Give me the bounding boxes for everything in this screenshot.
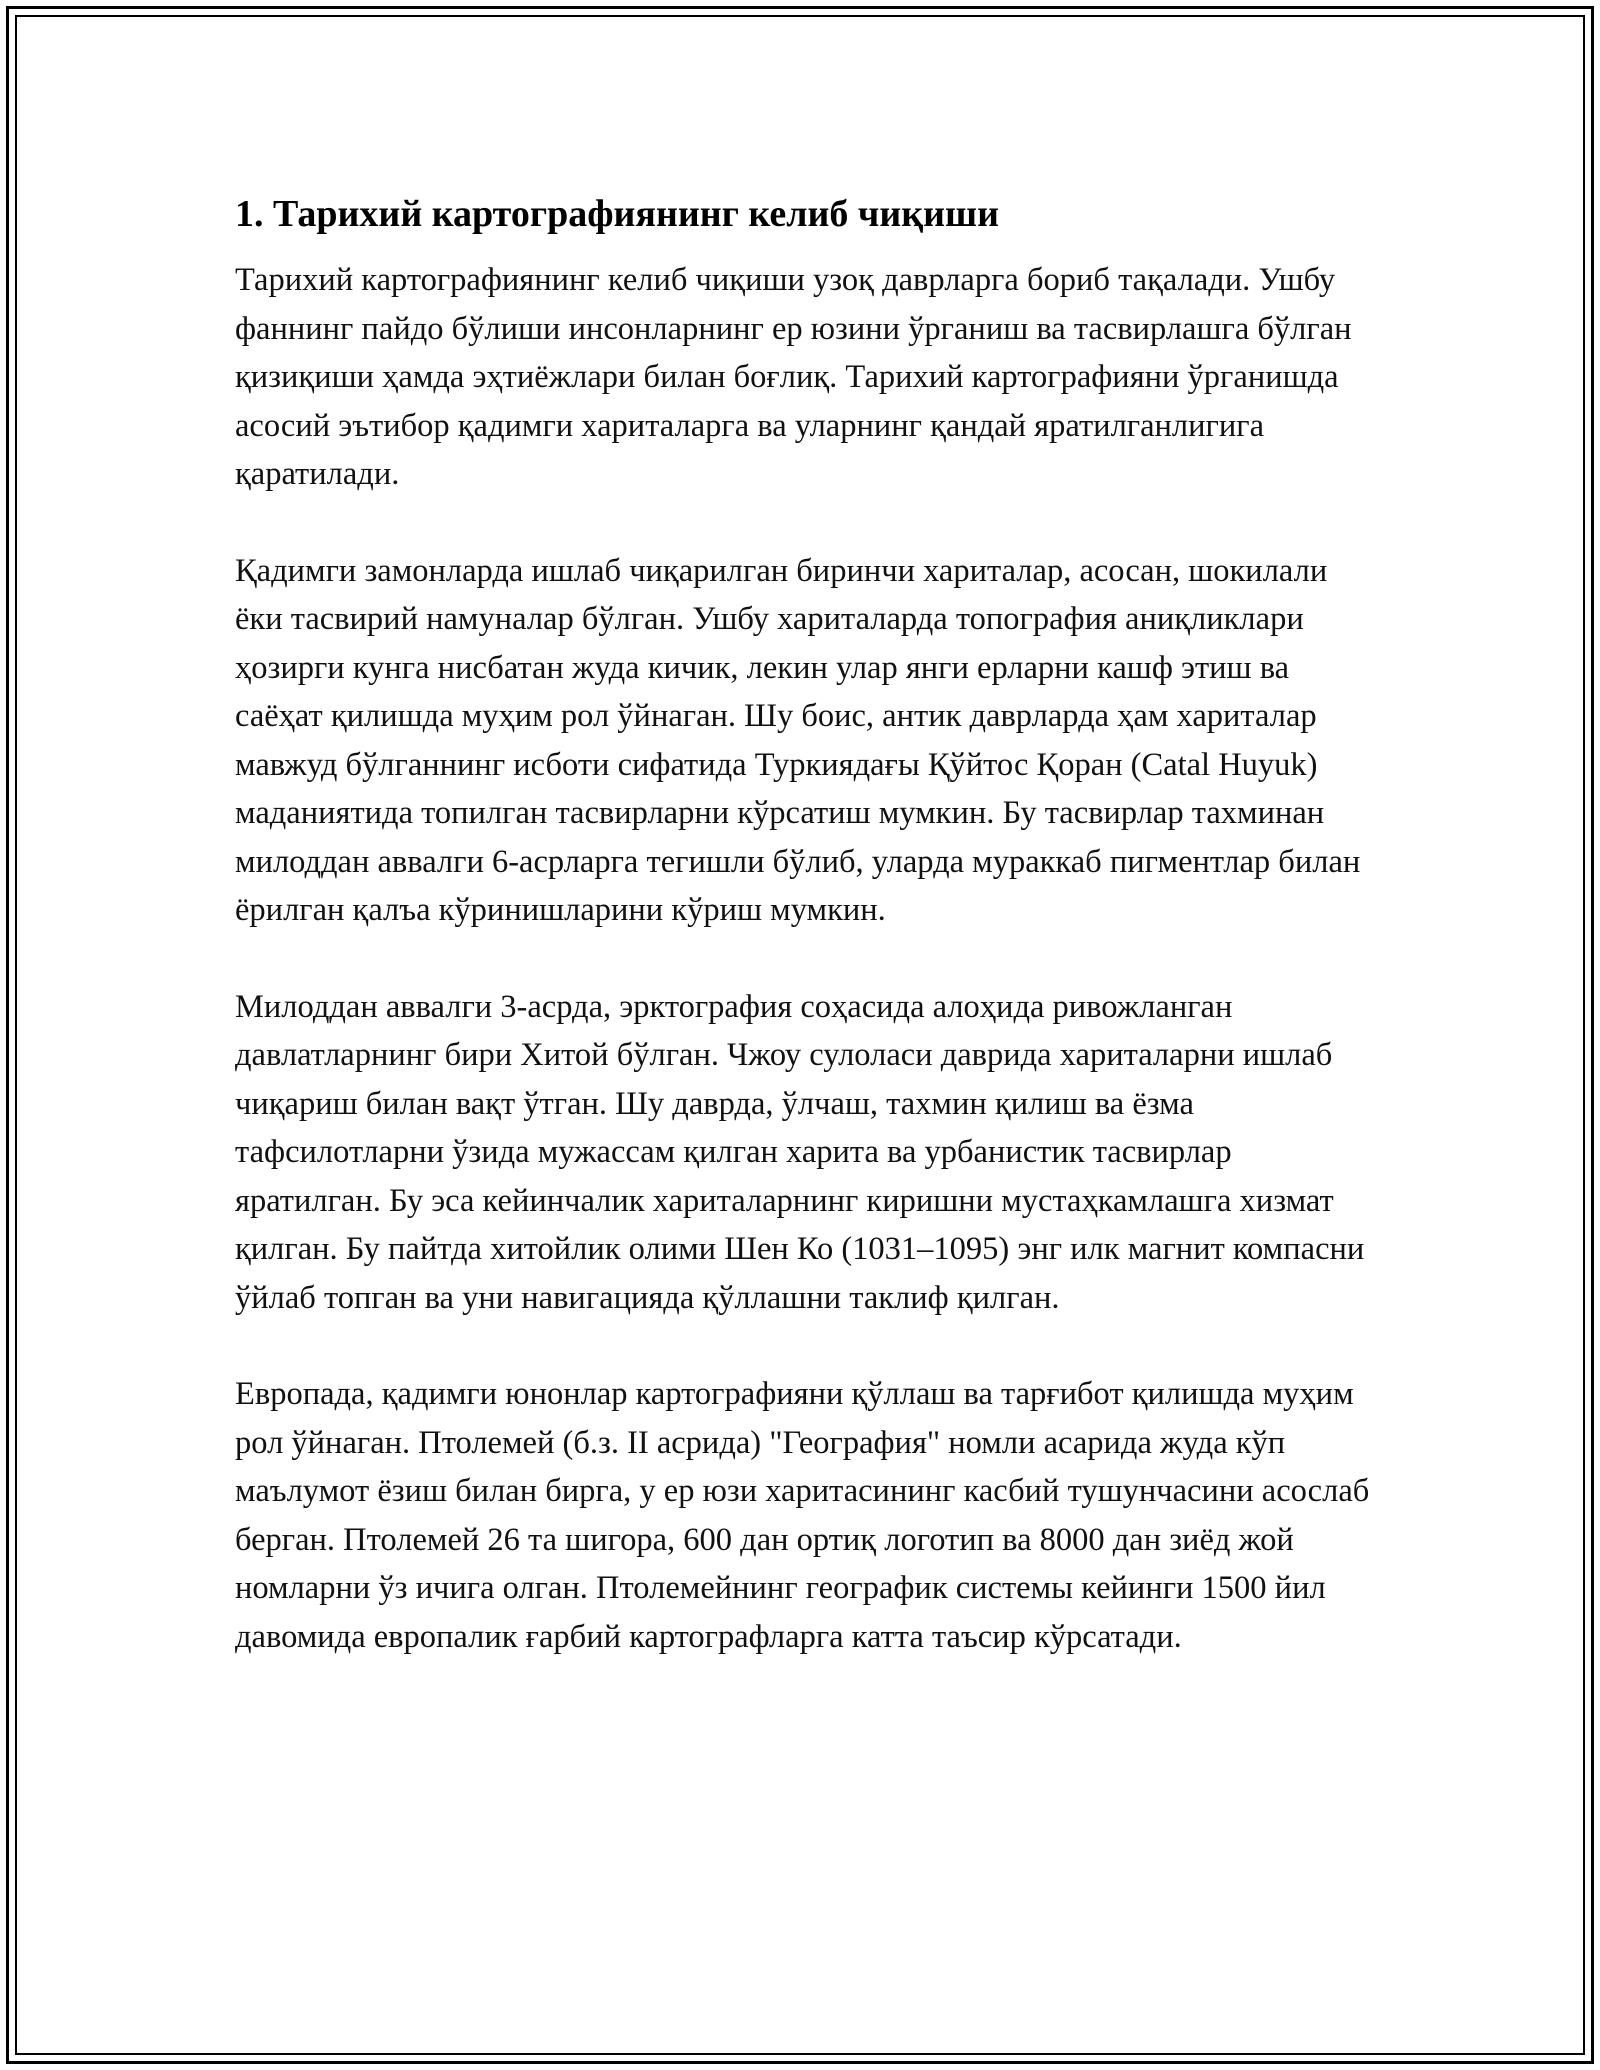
paragraph-ancient-maps: Қадимги замонларда ишлаб чиқарилган биринчи хариталар, асосан, шокилали ёки тасвирий намуналар бўлган. Ушбу хариталарда топография аниқликлари ҳозирги кунга нисбатан жуда кичик, лекин улар янги ерларни кашф этиш ва саёҳат қилишда муҳим рол ўйнаган. Шу боис, антик даврларда ҳам хариталар мавжуд бўлганнинг исботи сифатида Туркиядағы Қўйтос Қоран (Catal Huyuk) маданиятида топилган тасвирларни кўрсатиш мумкин. Бу тасвирлар тахминан милоддан аввалги 6-асрларга тегишли бўлиб, уларда мураккаб пигментлар билан ёрилган қалъа кўринишларини кўриш мумкин. [235, 552, 1361, 928]
document-body [235, 188, 1375, 1709]
paragraph-china: Милоддан аввалги 3-асрда, эрктография соҳасида алоҳида ривожланган давлатларнинг бири Хитой бўлган. Чжоу сулоласи даврида хариталарни ишлаб чиқариш билан вақт ўтган. Шу даврда, ўлчаш, тахмин қилиш ва ёзма тафсилотларни ўзида мужассам қилган харита ва урбанистик тасвирлар яратилган. Бу эса кейинчалик хариталарнинг киришни мустаҳкамлашга хизмат қилган. Бу пайтда хитойлик олими Шен Ко (1031–1095) энг илк магнит компасни ўйлаб топган ва уни навигацияда қўллашни таклиф қилган. [235, 988, 1365, 1316]
paragraph-europe: Европада, қадимги юнонлар картографияни қўллаш ва тарғибот қилишда муҳим рол ўйнаган. Птолемей (б.з. II асрида) "География" номли асарида жуда кўп маълумот ёзиш билан бирга, у ер юзи харитасининг касбий тушунчасини асослаб берган. Птолемей 26 та шигора, 600 дан ортиқ логотип ва 8000 дан зиёд жой номларни ўз ичига олган. Птолемейнинг географик системы кейинги 1500 йил давомида европалик ғарбий картографларга катта таъсир кўрсатади. [235, 1376, 1370, 1655]
paragraph-origins: Тарихий картографиянинг келиб чиқиши узоқ даврларга бориб тақалади. Ушбу фаннинг пайдо бўлиши инсонларнинг ер юзини ўрганиш ва тасвирлашга бўлган қизиқиши ҳамда эҳтиёжлари билан боғлиқ. Тарихий картографияни ўрганишда асосий эътибор қадимги хариталарга ва уларнинг қандай яратилганлигига қаратилади. [235, 262, 1352, 492]
section-heading: 1. Тарихий картографиянинг келиб чиқиши [235, 193, 1000, 235]
